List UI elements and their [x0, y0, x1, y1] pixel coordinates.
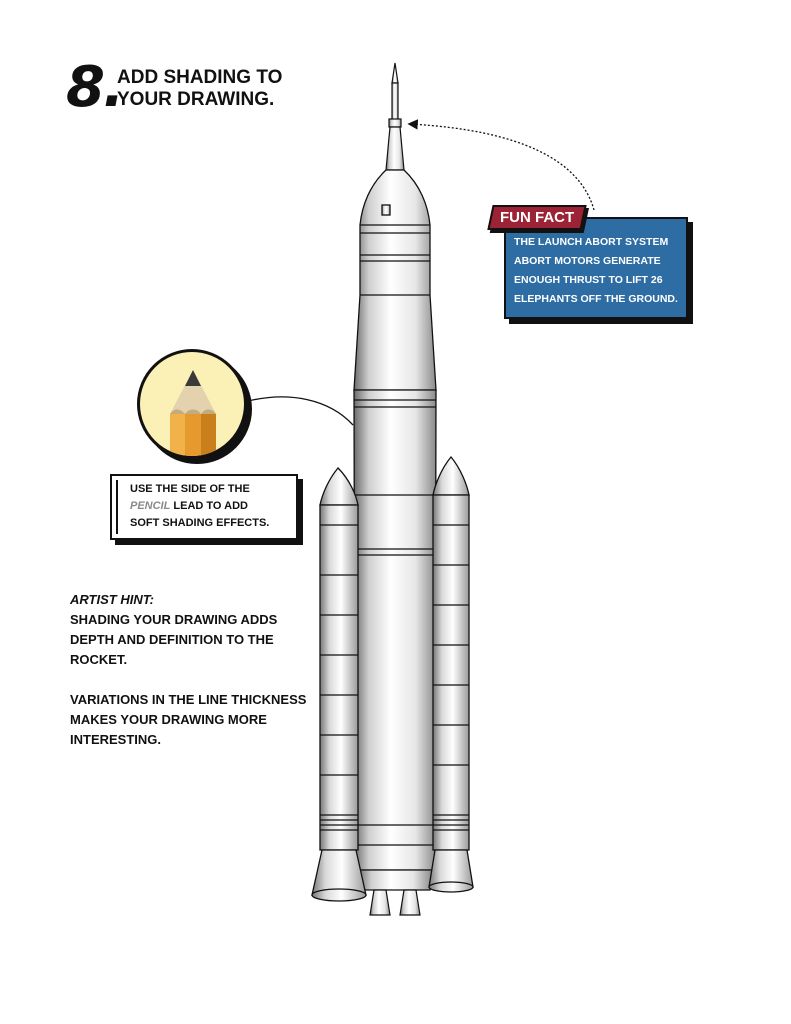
fun-fact-box — [504, 217, 688, 319]
core-engines — [370, 890, 420, 915]
fun-fact-line: ENOUGH THRUST TO LIFT 26 — [514, 274, 663, 286]
artist-hint — [70, 590, 310, 750]
tip-line1: USE THE SIDE OF THE — [130, 483, 250, 495]
step-title-line2: YOUR DRAWING. — [117, 89, 275, 110]
fun-fact-tag-label: FUN FACT — [500, 209, 575, 226]
fun-fact-line: ABORT MOTORS GENERATE — [514, 255, 661, 267]
artist-hint-paragraph-1: SHADING YOUR DRAWING ADDS DEPTH AND DEFINITION TO THE ROCKET. — [70, 612, 278, 667]
fun-fact-tag — [487, 205, 586, 230]
pencil-icon-badge — [137, 349, 247, 459]
left-solid-rocket-booster — [312, 468, 366, 901]
pencil-icon — [140, 352, 244, 456]
capsule-upper-stage — [354, 170, 436, 390]
fun-fact-line: ELEPHANTS OFF THE GROUND. — [514, 293, 678, 305]
launch-abort-tower — [386, 63, 404, 170]
artist-hint-title: ARTIST HINT: — [70, 592, 155, 607]
tip-pencil-word: PENCIL — [130, 500, 171, 512]
step-title-line1: ADD SHADING TO — [117, 67, 283, 88]
rocket-illustration — [270, 55, 500, 925]
step-number: 8. — [66, 55, 123, 120]
shading-tip-box — [110, 474, 298, 540]
step-title — [117, 67, 282, 111]
right-solid-rocket-booster — [429, 457, 473, 892]
artist-hint-paragraph-2: VARIATIONS IN THE LINE THICKNESS MAKES YOUR DRAWING MORE INTERESTING. — [70, 692, 307, 747]
core-stage — [354, 390, 436, 890]
fun-fact-line: THE LAUNCH ABORT SYSTEM — [514, 236, 669, 248]
tip-line3: SOFT SHADING EFFECTS. — [130, 517, 270, 529]
tip-line2: LEAD TO ADD — [170, 500, 248, 512]
